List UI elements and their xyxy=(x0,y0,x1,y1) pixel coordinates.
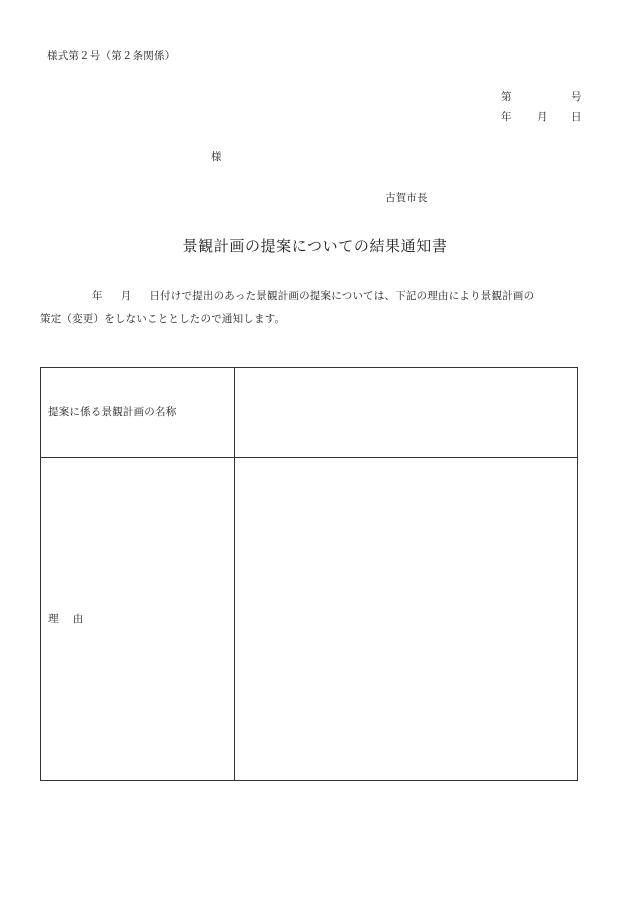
date-month-label: 月 xyxy=(537,111,548,123)
document-title: 景観計画の提案についての結果通知書 xyxy=(182,237,448,255)
sender-name: 古賀市長 xyxy=(385,192,428,204)
date-year-label: 年 xyxy=(501,111,512,123)
proposal-name-label: 提案に係る景観計画の名称 xyxy=(41,368,235,458)
form-number: 様式第２号（第２条関係） xyxy=(47,50,176,62)
body-text-line-2: 策定（変更）をしないこととしたので通知します。 xyxy=(40,313,286,325)
date-day-label: 日 xyxy=(571,111,582,123)
body-year-label: 年 xyxy=(92,290,103,302)
reason-label-char-2: 由 xyxy=(72,612,84,625)
table-row-proposal-name xyxy=(41,368,578,458)
body-month-label: 月 xyxy=(120,290,132,302)
document-number-suffix: 号 xyxy=(571,91,582,103)
document-number-prefix: 第 xyxy=(501,91,512,103)
table-row-reason xyxy=(41,458,578,781)
reason-label-char-1: 理 xyxy=(48,612,59,625)
proposal-name-field[interactable] xyxy=(235,368,578,458)
addressee-honorific: 様 xyxy=(211,151,222,163)
body-line-1-rest: 日付けで提出のあった景観計画の提案については、下記の理由により景観計画の xyxy=(149,290,535,302)
body-text-line-1 xyxy=(40,291,534,302)
reason-field[interactable] xyxy=(235,458,578,781)
reason-label xyxy=(41,458,235,781)
details-table xyxy=(40,367,578,781)
